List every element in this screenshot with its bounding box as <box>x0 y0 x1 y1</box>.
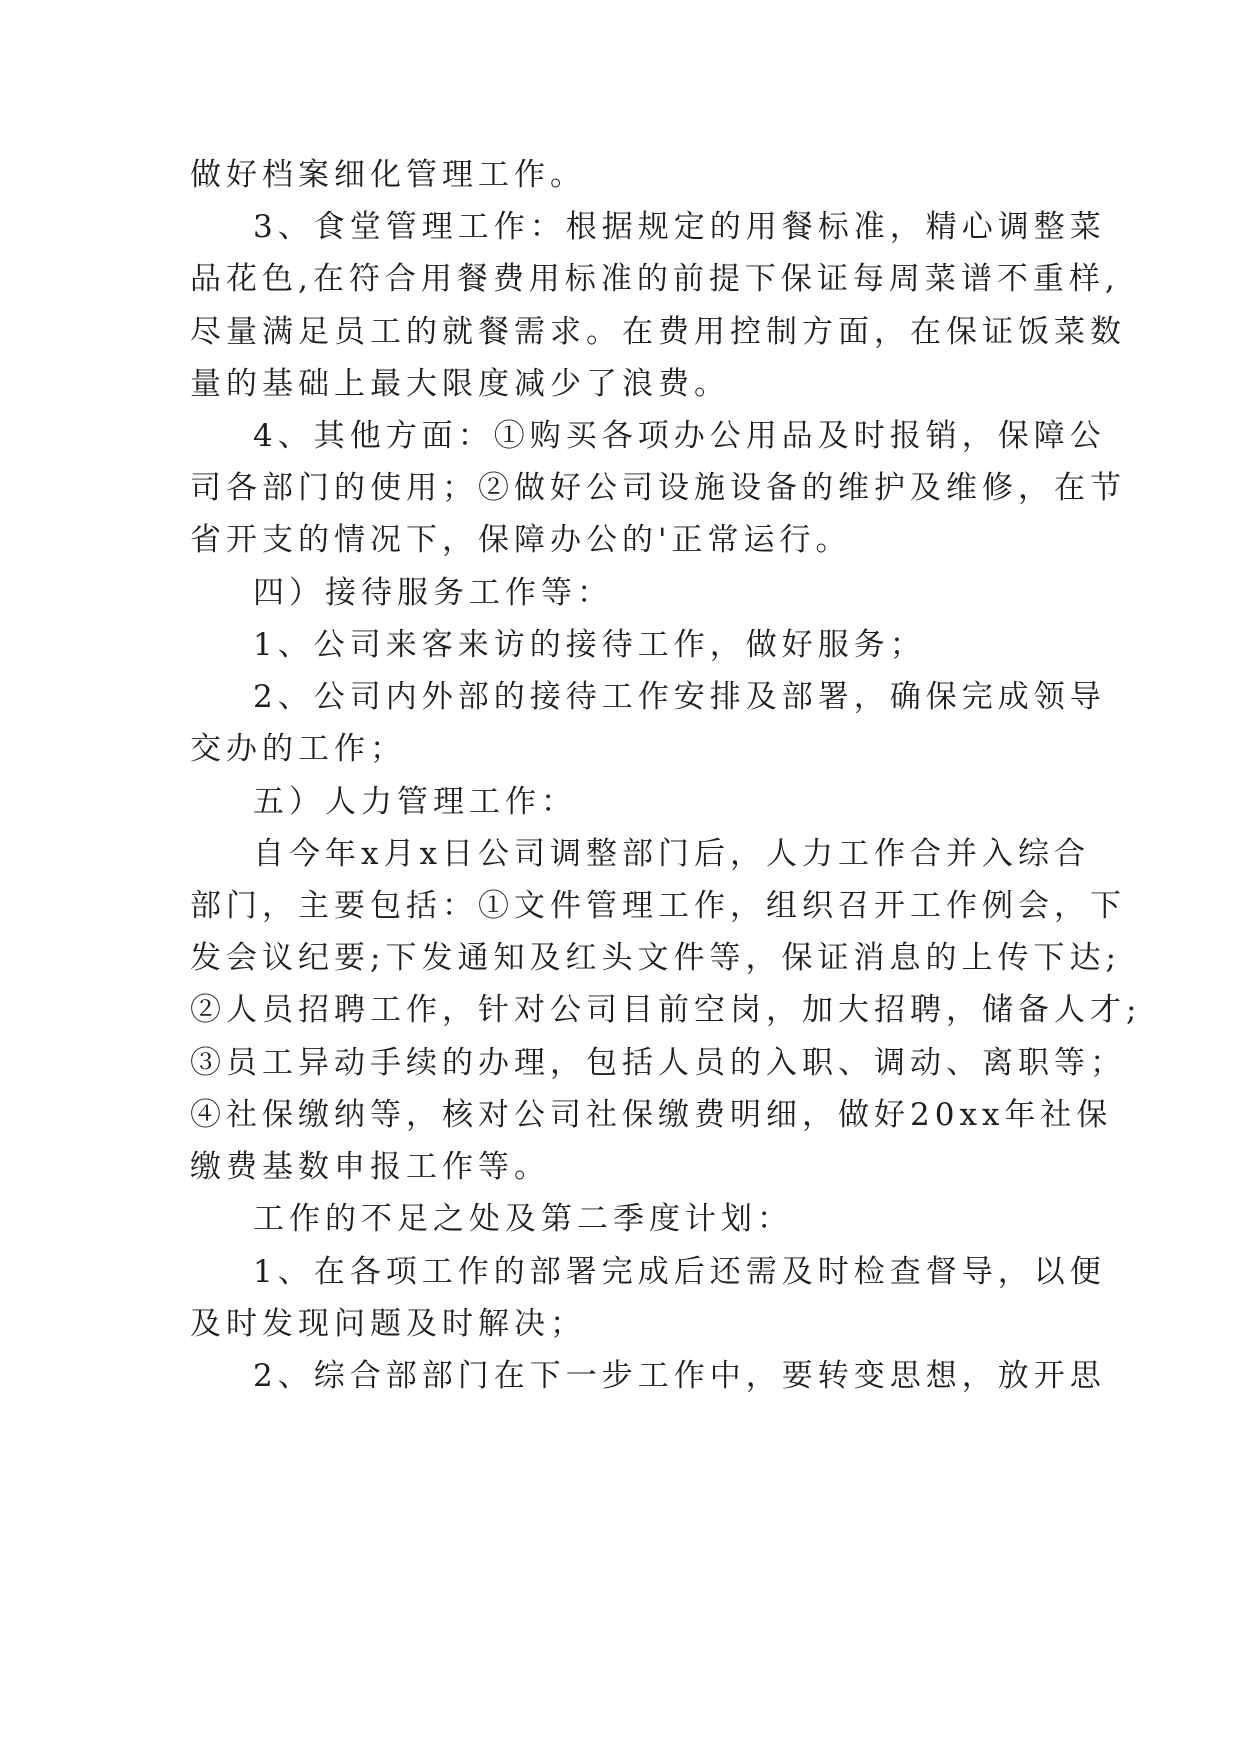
text-line: 4、其他方面：①购买各项办公用品及时报销，保障公 <box>253 418 1106 454</box>
text-line: 交办的工作； <box>190 731 406 767</box>
text-line: 司各部门的使用；②做好公司设施设备的维护及维修，在节 <box>190 470 1126 506</box>
text-line: 四）接待服务工作等： <box>253 575 613 611</box>
text-line: 2、综合部部门在下一步工作中，要转变思想，放开思 <box>253 1358 1106 1394</box>
text-line: 2、公司内外部的接待工作安排及部署，确保完成领导 <box>253 679 1106 715</box>
text-line: 五）人力管理工作： <box>253 784 577 820</box>
text-line: 尽量满足员工的就餐需求。在费用控制方面，在保证饭菜数 <box>190 314 1126 350</box>
text-line: ③员工异动手续的办理，包括人员的入职、调动、离职等； <box>190 1045 1126 1081</box>
text-line: 缴费基数申报工作等。 <box>190 1149 550 1185</box>
text-line: 及时发现问题及时解决； <box>190 1306 586 1342</box>
text-line: ④社保缴纳等，核对公司社保缴费明细，做好20xx年社保 <box>190 1097 1113 1133</box>
text-line: 做好档案细化管理工作。 <box>190 157 586 193</box>
text-line: 发会议纪要;下发通知及红头文件等，保证消息的上传下达; <box>190 940 1121 976</box>
text-line: 工作的不足之处及第二季度计划： <box>253 1201 793 1237</box>
text-line: 1、公司来客来访的接待工作，做好服务； <box>253 627 926 663</box>
text-line: ②人员招聘工作，针对公司目前空岗，加大招聘，储备人才; <box>190 992 1142 1028</box>
text-line: 1、在各项工作的部署完成后还需及时检查督导，以便 <box>253 1254 1106 1290</box>
text-line: 3、食堂管理工作：根据规定的用餐标准，精心调整菜 <box>253 209 1106 245</box>
text-line: 部门，主要包括：①文件管理工作，组织召开工作例会，下 <box>190 888 1126 924</box>
text-line: 量的基础上最大限度减少了浪费。 <box>190 366 730 402</box>
text-line: 省开支的情况下，保障办公的'正常运行。 <box>190 522 852 558</box>
text-line: 品花色,在符合用餐费用标准的前提下保证每周菜谱不重样, <box>190 261 1120 297</box>
text-line: 自今年x月x日公司调整部门后，人力工作合并入综合 <box>253 836 1090 872</box>
